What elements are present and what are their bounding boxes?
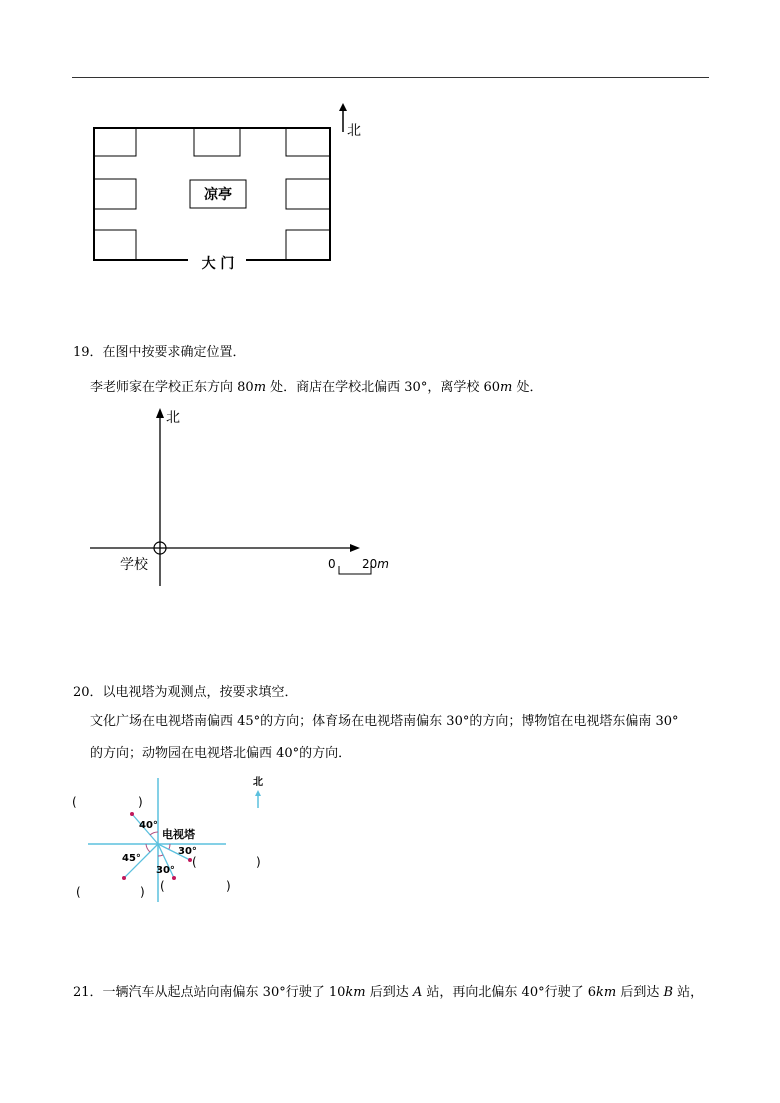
- q20-body-line1: 文化广场在电视塔南偏西 45°的方向；体育场在电视塔南偏东 30°的方向；博物馆在电视塔东偏南 30°: [90, 714, 679, 729]
- culture-square-point: [122, 876, 126, 880]
- blank-stadium-close: ): [226, 879, 231, 893]
- blank-culture-open: (: [76, 885, 81, 899]
- scale-zero: 0: [328, 557, 336, 571]
- park-bench-1: [94, 128, 136, 156]
- scale-value: 20m: [362, 557, 389, 571]
- q20-north-label: 北: [253, 777, 263, 788]
- north-label: 北: [347, 123, 361, 139]
- q19-figure: [86, 402, 406, 586]
- q21-body: 21．一辆汽车从起点站向南偏东 30°行驶了 10km 后到达 A 站，再向北偏东 40°行驶了 6km 后到达 B 站，: [73, 985, 704, 1000]
- north-arrow-head: [339, 103, 347, 111]
- tower-label: 电视塔: [162, 828, 195, 841]
- park-bench-3: [286, 128, 330, 156]
- q21-number: 21．: [73, 985, 103, 1000]
- angle-nw-label: 40°: [139, 820, 158, 831]
- park-bench-2: [194, 128, 240, 156]
- blank-zoo-close: ): [138, 795, 143, 809]
- arc-sw: [146, 844, 150, 852]
- q20-number: 20．: [73, 685, 103, 700]
- school-label: 学校: [120, 557, 148, 573]
- q19-body: 李老师家在学校正东方向 80m 处．商店在学校北偏西 30°，离学校 60m 处．: [90, 380, 543, 395]
- pavilion-label: 凉亭: [204, 187, 232, 203]
- q20-north-indicator: [248, 774, 268, 812]
- east-axis-arrow: [350, 544, 360, 552]
- park-bench-6: [94, 230, 136, 260]
- north-axis-arrow: [156, 408, 164, 418]
- park-bench-7: [286, 230, 330, 260]
- q20-title-text: 以电视塔为观测点，按要求填空．: [102, 685, 298, 700]
- q19-title-text: 在图中按要求确定位置．: [102, 345, 246, 360]
- blank-culture-close: ): [140, 885, 145, 899]
- q20-title: [73, 684, 298, 702]
- station-b: B: [663, 985, 674, 1000]
- blank-museum-open: (: [192, 855, 197, 869]
- park-map-figure: [80, 96, 380, 276]
- q19-north-label: 北: [166, 410, 180, 426]
- q19-title: [73, 344, 246, 362]
- angle-sw-label: 45°: [122, 853, 141, 864]
- blank-stadium-open: (: [160, 879, 165, 893]
- q19-number: 19．: [73, 345, 103, 360]
- angle-es-label: 30°: [178, 846, 197, 857]
- angle-se-label: 30°: [156, 865, 175, 876]
- arc-nw: [150, 832, 158, 835]
- stadium-point: [172, 876, 176, 880]
- blank-zoo-open: (: [72, 795, 77, 809]
- q20-north-arrow-head: [255, 790, 261, 796]
- park-bench-4: [94, 179, 136, 209]
- gate-label: 大 门: [201, 256, 235, 272]
- blank-museum-close: ): [256, 855, 261, 869]
- park-bench-5: [286, 179, 330, 209]
- zoo-point: [130, 812, 134, 816]
- station-a: A: [412, 985, 423, 1000]
- q20-body-line2: 的方向；动物园在电视塔北偏西 40°的方向．: [90, 746, 352, 761]
- header-rule: [72, 77, 709, 78]
